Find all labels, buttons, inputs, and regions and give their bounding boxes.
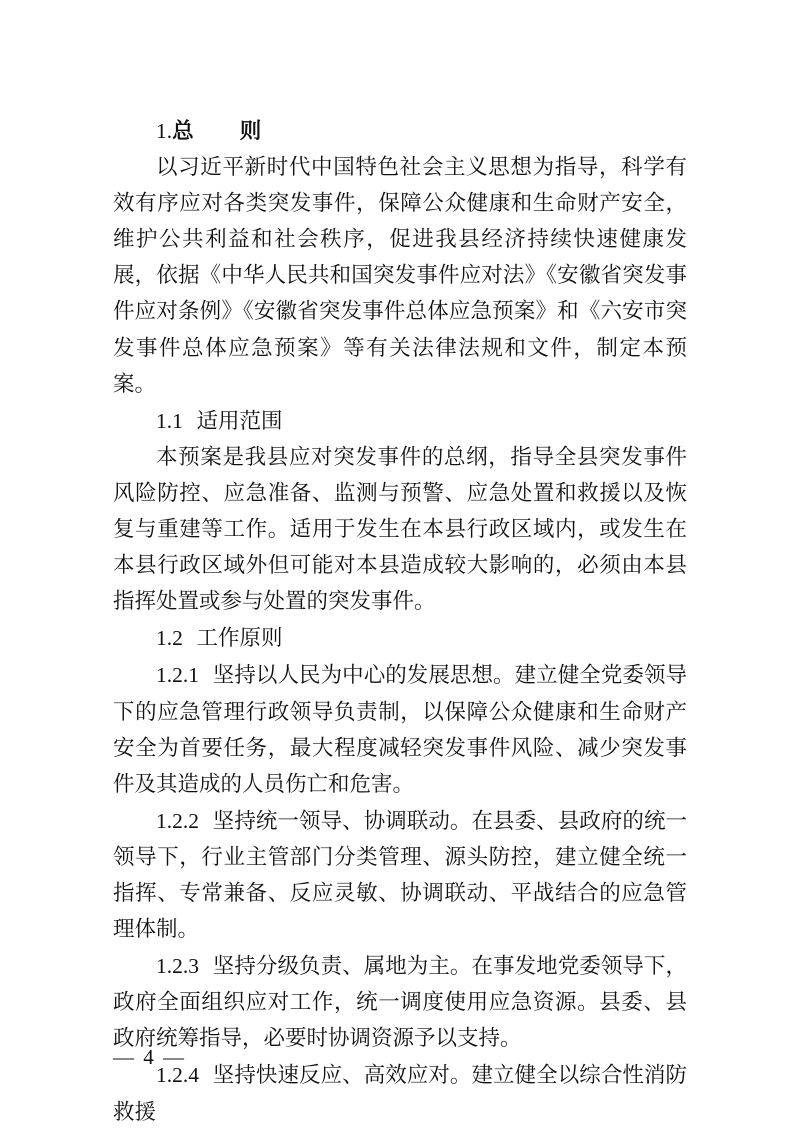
subsection-number: 1.2 [156, 626, 183, 651]
principle-number: 1.2.2 [156, 808, 199, 833]
principle-text: 坚持分级负责、属地为主。在事发地党委领导下，政府全面组织应对工作，统一调度使用应急资源。县委、县政府统筹指导，必要时协调资源予以支持。 [113, 954, 687, 1052]
subsection-number: 1.1 [156, 408, 183, 433]
section-heading [113, 113, 687, 150]
page-number: — 4 — [113, 1045, 186, 1069]
principle-text: 坚持统一领导、协调联动。在县委、县政府的统一领导下，行业主管部门分类管理、源头防控，建立健全统一指挥、专常兼备、反应灵敏、协调联动、平战结合的应急管理体制。 [113, 808, 687, 943]
principle-paragraph [113, 803, 687, 948]
principle-number: 1.2.4 [156, 1063, 199, 1088]
subsection-heading [113, 620, 687, 657]
subsection-heading [113, 403, 687, 440]
principle-number: 1.2.3 [156, 954, 199, 979]
section-number: 1. [156, 119, 173, 143]
section-paragraph: 以习近平新时代中国特色社会主义思想为指导，科学有效有序应对各类突发事件，保障公众健康和生命财产安全，维护公共利益和社会秩序，促进我县经济持续快速健康发展，依据《中华人民共和国突发事件应对法》《安徽省突发事件应对条例》《安徽省突发事件总体应急预案》和《六安市突发事件总体应急预案》等有关法律法规和文件，制定本预案。 [113, 155, 687, 397]
subsection-title: 适用范围 [196, 408, 283, 434]
principle-text: 坚持快速反应、高效应对。建立健全以综合性消防救援 [113, 1063, 687, 1125]
document-body [113, 113, 687, 1131]
principle-paragraph [113, 1057, 687, 1130]
section-title: 总 则 [172, 119, 281, 144]
subsection-paragraph: 本预案是我县应对突发事件的总纲，指导全县突发事件风险防控、应急准备、监测与预警、应急处置和救援以及恢复与重建等工作。适用于发生在本县行政区域内，或发生在本县行政区域外但可能对本县造成较大影响的，必须由本县指挥处置或参与处置的突发事件。 [113, 444, 687, 615]
principle-paragraph [113, 657, 687, 802]
principle-number: 1.2.1 [156, 663, 199, 688]
principle-text: 坚持以人民为中心的发展思想。建立健全党委领导下的应急管理行政领导负责制，以保障公众健康和生命财产安全为首要任务，最大程度减轻突发事件风险、减少突发事件及其造成的人员伤亡和危害。 [113, 663, 687, 797]
principle-paragraph [113, 948, 687, 1057]
subsection-title: 工作原则 [196, 626, 283, 652]
